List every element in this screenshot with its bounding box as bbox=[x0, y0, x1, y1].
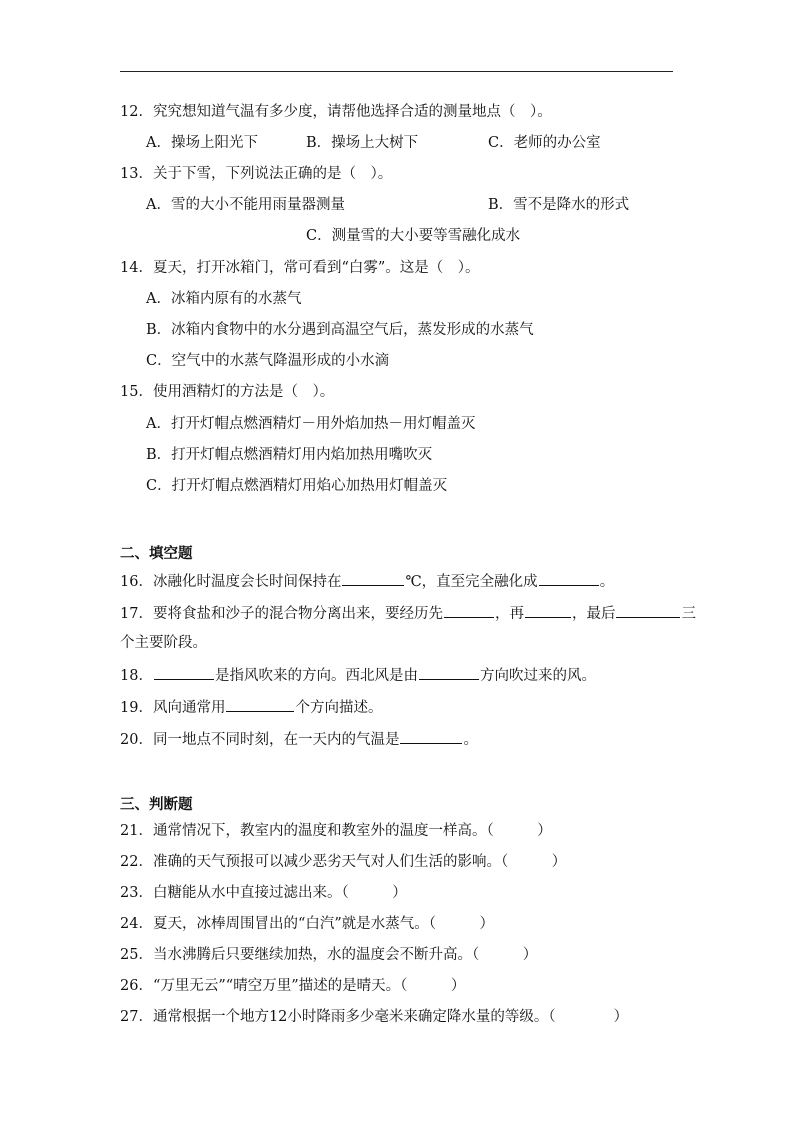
q14-option-a: A．冰箱内原有的水蒸气 bbox=[146, 291, 302, 307]
q14-option-c: C．空气中的水蒸气降温形成的小水滴 bbox=[146, 353, 390, 369]
question-16 bbox=[120, 571, 614, 591]
question-26: 26．“万里无云”“晴空万里”描述的是晴天。（ ） bbox=[120, 978, 466, 994]
q13-option-b: B．雪不是降水的形式 bbox=[488, 197, 630, 213]
question-24: 24．夏天，冰棒周围冒出的“白汽”就是水蒸气。（ ） bbox=[120, 916, 495, 932]
q17-text-1: 17．要将食盐和沙子的混合物分离出来，要经历先 bbox=[120, 606, 443, 622]
q19-text-1: 19．风向通常用 bbox=[120, 700, 226, 716]
q17-text-2: ，再 bbox=[494, 606, 524, 622]
question-22: 22．准确的天气预报可以减少恶劣天气对人们生活的影响。（ ） bbox=[120, 854, 567, 870]
q16-text-3: 。 bbox=[599, 574, 615, 590]
answer-blank[interactable] bbox=[444, 603, 494, 618]
header-rule bbox=[120, 71, 673, 72]
answer-blank[interactable] bbox=[616, 603, 680, 618]
answer-blank[interactable] bbox=[154, 665, 214, 680]
question-23: 23．白糖能从水中直接过滤出来。（ ） bbox=[120, 885, 407, 901]
q12-option-b: B．操场上大树下 bbox=[306, 135, 419, 151]
question-12: 12．究究想知道气温有多少度，请帮他选择合适的测量地点（ ）。 bbox=[120, 104, 552, 120]
answer-blank[interactable] bbox=[525, 603, 571, 618]
section-heading-judge: 三、判断题 bbox=[120, 796, 193, 813]
question-17 bbox=[120, 603, 696, 623]
question-21: 21．通常情况下，教室内的温度和教室外的温度一样高。（ ） bbox=[120, 823, 552, 839]
q17-text-4: 三 bbox=[681, 606, 696, 622]
q16-text-1: 16．冰融化时温度会长时间保持在 bbox=[120, 574, 342, 590]
q15-option-b: B．打开灯帽点燃酒精灯用内焰加热用嘴吹灭 bbox=[146, 447, 433, 463]
section-heading-fill: 二、填空题 bbox=[120, 545, 193, 562]
q16-text-2: ℃，直至完全融化成 bbox=[405, 574, 538, 590]
answer-blank[interactable] bbox=[400, 729, 462, 744]
q19-text-2: 个方向描述。 bbox=[295, 700, 383, 716]
q14-option-b: B．冰箱内食物中的水分遇到高温空气后，蒸发形成的水蒸气 bbox=[146, 322, 534, 338]
answer-blank[interactable] bbox=[342, 571, 404, 586]
q15-option-a: A．打开灯帽点燃酒精灯－用外焰加热－用灯帽盖灭 bbox=[146, 416, 476, 432]
q17-continuation: 个主要阶段。 bbox=[120, 635, 207, 651]
question-13: 13．关于下雪，下列说法正确的是（ ）。 bbox=[120, 166, 393, 182]
q13-option-c: C．测量雪的大小要等雪融化成水 bbox=[306, 228, 521, 244]
q12-option-c: C．老师的办公室 bbox=[488, 135, 601, 151]
q13-option-a: A．雪的大小不能用雨量器测量 bbox=[146, 197, 345, 213]
question-27: 27．通常根据一个地方12小时降雨多少毫米来确定降水量的等级。（ ） bbox=[120, 1009, 629, 1025]
question-20 bbox=[120, 729, 478, 749]
question-14: 14．夏天，打开冰箱门，常可看到“白雾”。这是（ ）。 bbox=[120, 260, 480, 276]
q15-option-c: C．打开灯帽点燃酒精灯用焰心加热用灯帽盖灭 bbox=[146, 478, 448, 494]
answer-blank[interactable] bbox=[539, 571, 599, 586]
q18-text-2: 是指风吹来的方向。西北风是由 bbox=[214, 668, 418, 684]
q18-text-1: 18． bbox=[120, 668, 153, 684]
answer-blank[interactable] bbox=[419, 665, 479, 680]
q12-option-a: A．操场上阳光下 bbox=[146, 135, 258, 151]
question-15: 15．使用酒精灯的方法是（ ）。 bbox=[120, 384, 335, 400]
question-19 bbox=[120, 697, 382, 717]
answer-blank[interactable] bbox=[226, 697, 294, 712]
question-25: 25．当水沸腾后只要继续加热，水的温度会不断升高。（ ） bbox=[120, 947, 538, 963]
question-18 bbox=[120, 665, 596, 685]
q17-text-3: ，最后 bbox=[571, 606, 616, 622]
q20-text-1: 20．同一地点不同时刻，在一天内的气温是 bbox=[120, 732, 400, 748]
q20-text-2: 。 bbox=[463, 732, 478, 748]
q18-text-3: 方向吹过来的风。 bbox=[479, 668, 596, 684]
